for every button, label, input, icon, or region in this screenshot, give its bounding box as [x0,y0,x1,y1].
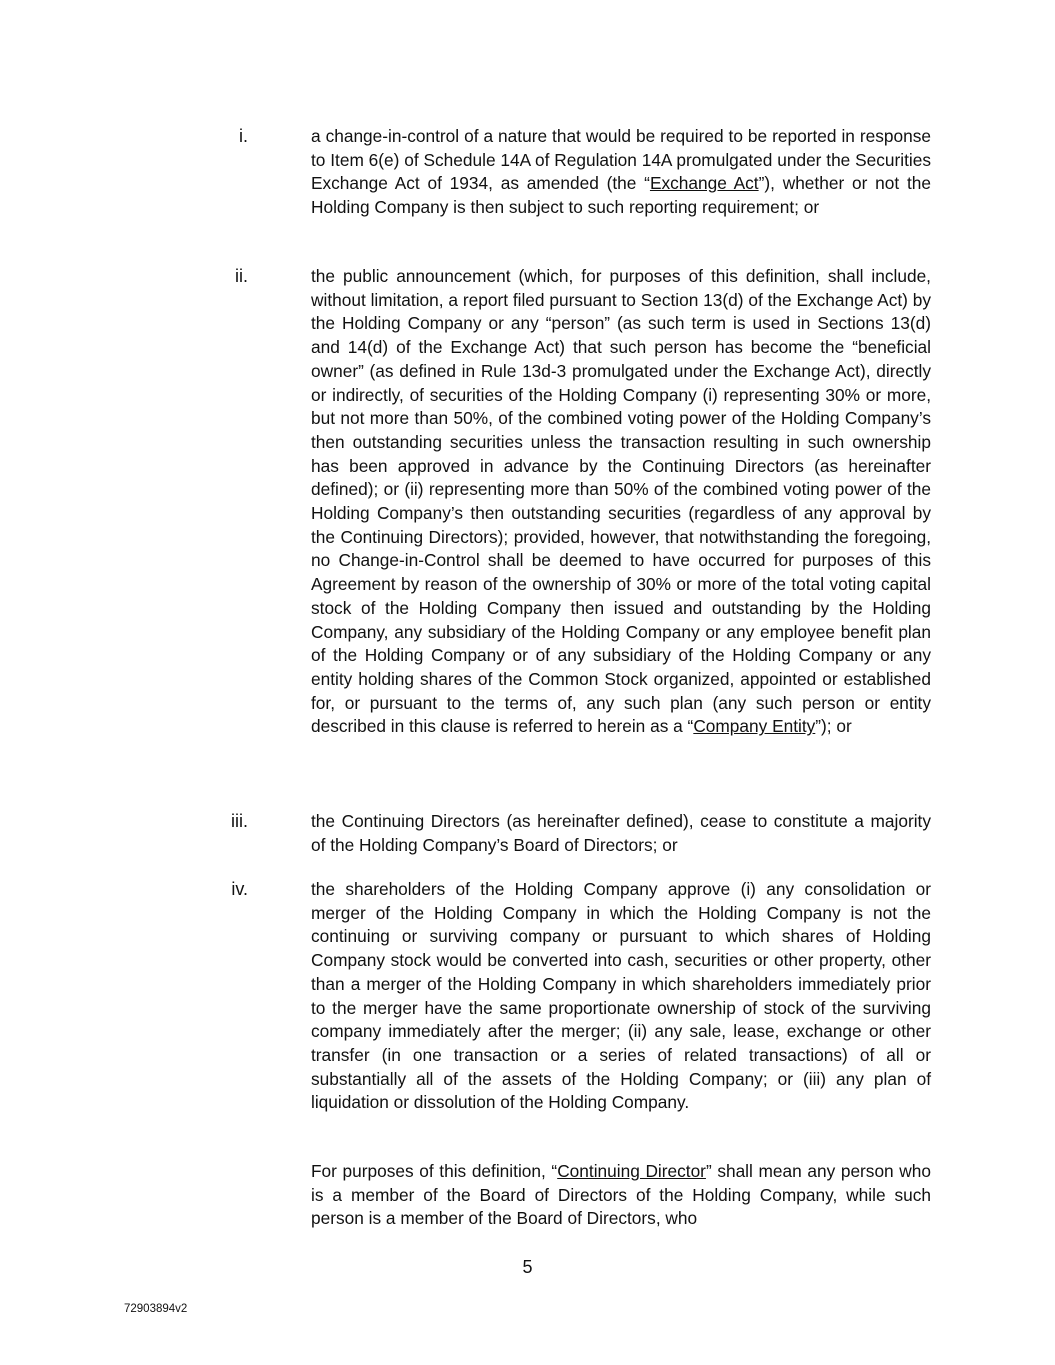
clause-number: iv. [231,879,248,899]
defined-term-exchange-act: Exchange Act [649,173,759,194]
clause-number: ii. [235,266,248,286]
defined-term-continuing-director: Continuing Director [557,1161,706,1181]
clause-number: i. [239,126,248,146]
closing-text: For purposes of this definition, “Continuing Director” shall mean any person who is a member of the Board of Directors of the Holding Company, while such person is a member of the Board of Directors, who [311,1161,931,1229]
clause-text: a change-in-control of a nature that would be required to be reported in response to Item 6(e) of Schedule 14A of Regulation 14A promulgated under the Securities Exchange Act of 1934, as amended (the “Exchange Act”), whether or not the Holding Company is then subject to such reporting requirement; or [311,126,931,218]
clause-text: the shareholders of the Holding Company approve (i) any consolidation or merger of the Holding Company in which the Holding Company is not the continuing or surviving company or pursuant to which shares of Holding Company stock would be converted into cash, securities or other property, other than a merger of the Holding Company in which shareholders immediately prior to the merger have the same proportionate ownership of stock of the surviving company immediately after the merger; (ii) any sale, lease, exchange or other transfer (in one transaction or a series of related transactions) of all or substantially all of the assets of the Holding Company; or (iii) any plan of liquidation or dissolution of the Holding Company. [311,879,931,1113]
defined-term-company-entity: Company Entity [693,716,816,737]
clause-text: the public announcement (which, for purposes of this definition, shall include, without limitation, a report filed pursuant to Section 13(d) of the Exchange Act) by the Holding Company or any “person” (as such term is used in Sections 13(d) and 14(d) of the Exchange Act) that such person has become the “beneficial owner” (as defined in Rule 13d-3 promulgated under the Exchange Act), directly or indirectly, of securities of the Holding Company (i) representing 30% or more, but not more than 50%, of the combined voting power of the Holding Company’s then outstanding securities unless the transaction resulting in such ownership has been approved in advance by the Continuing Directors (as hereinafter defined); or (ii) representing more than 50% of the combined voting power of the Holding Company’s then outstanding securities (regardless of any approval by the Continuing Directors); provided, however, that notwithstanding the foregoing, no Change-in-Control shall be deemed to have occurred for purposes of this Agreement by reason of the ownership of 30% or more of the total voting capital stock of the Holding Company then issued and outstanding by the Holding Company, any subsidiary of the Holding Company or any employee benefit plan of the Holding Company or of any subsidiary of the Holding Company or any entity holding shares of the Common Stock organized, appointed or established for, or pursuant to the terms of, any such plan (any such person or entity described in this clause is referred to herein as a “Company Entity”); or [311,266,931,737]
clause-number: iii. [231,811,248,831]
clause-text: the Continuing Directors (as hereinafter defined), cease to constitute a majority of the Holding Company’s Board of Directors; or [311,811,931,855]
document-id: 72903894v2 [124,1303,188,1315]
page-number: 5 [522,1257,533,1277]
